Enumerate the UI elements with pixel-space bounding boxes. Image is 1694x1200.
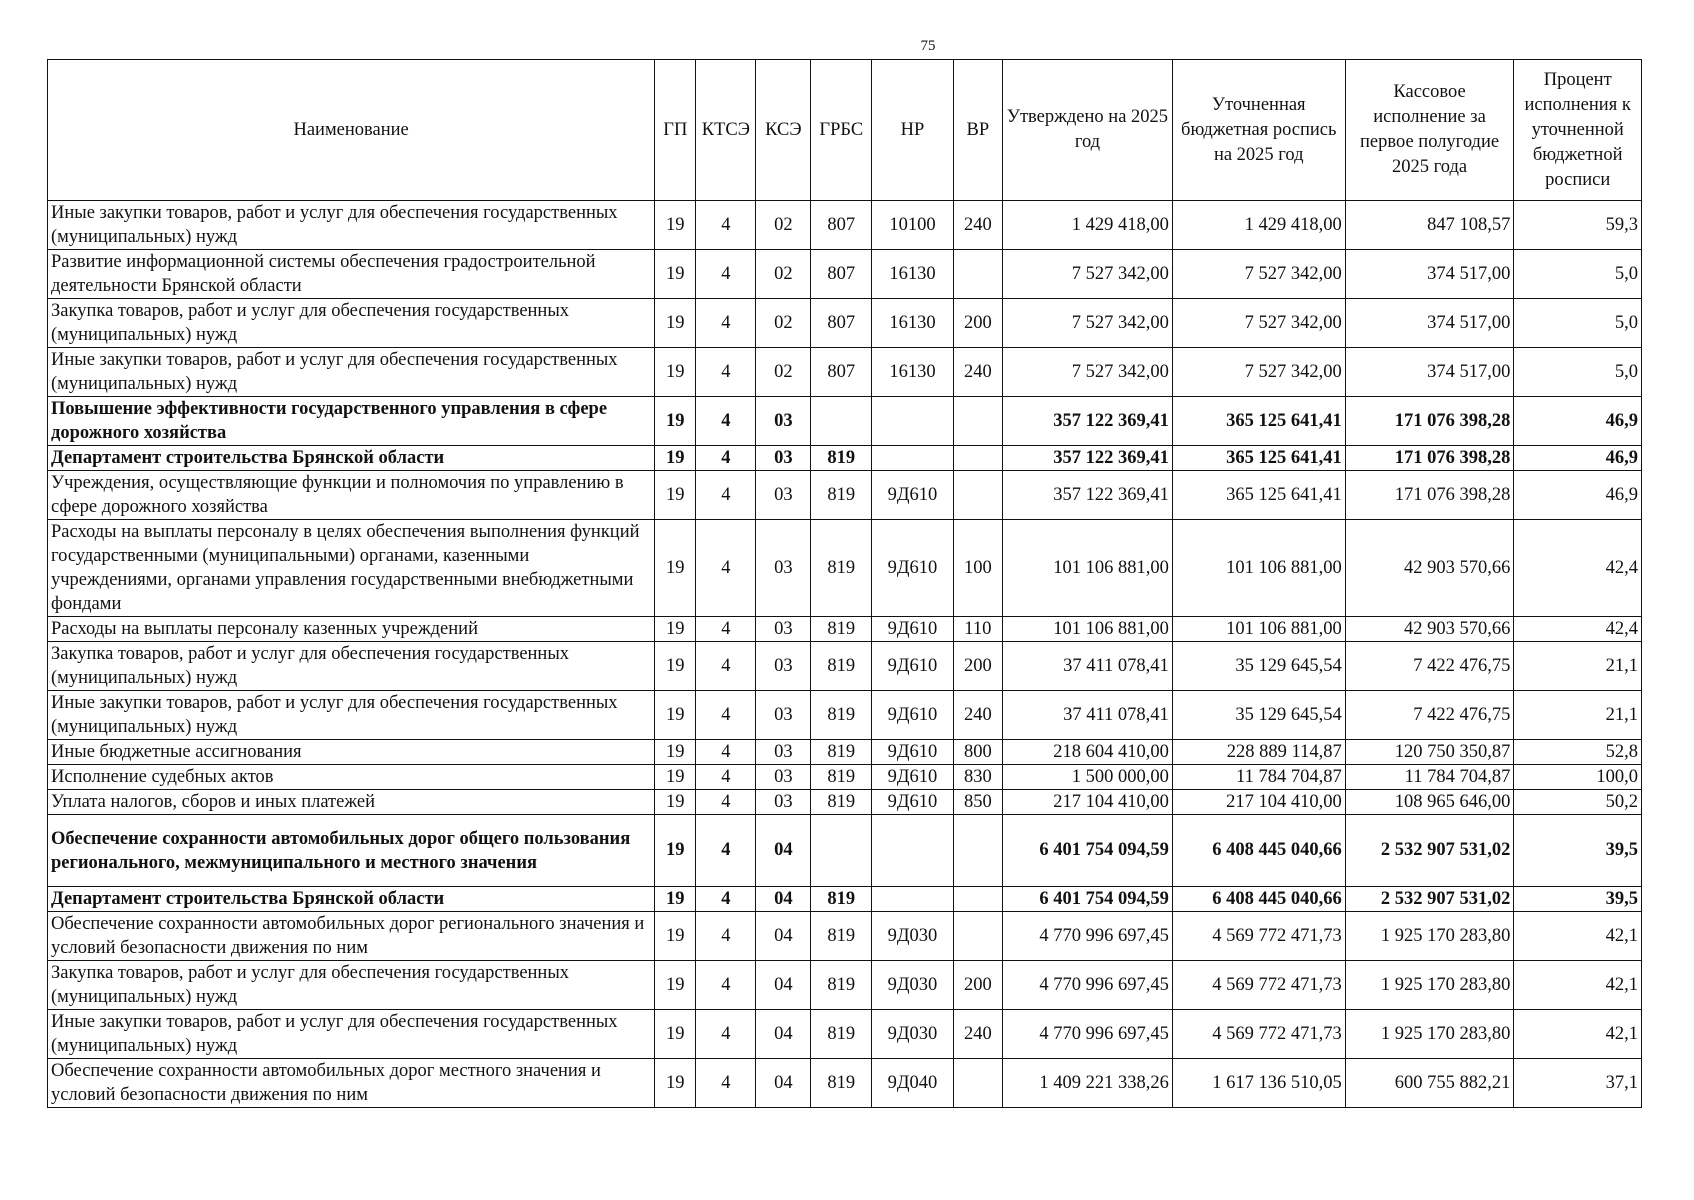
cell-approved: 37 411 078,41 [1003, 642, 1173, 691]
cell-nr: 9Д610 [872, 520, 953, 617]
table-row [48, 397, 1642, 446]
cell-ktse: 4 [696, 740, 756, 765]
cell-nr: 9Д610 [872, 471, 953, 520]
cell-name: Иные закупки товаров, работ и услуг для обеспечения государственных (муниципальных) нужд [48, 201, 655, 250]
table-row [48, 642, 1642, 691]
cell-ktse: 4 [696, 348, 756, 397]
cell-refined: 365 125 641,41 [1172, 446, 1345, 471]
cell-percent: 46,9 [1514, 446, 1642, 471]
table-row [48, 617, 1642, 642]
cell-gp: 19 [655, 201, 696, 250]
cell-vr: 830 [953, 765, 1003, 790]
cell-name: Обеспечение сохранности автомобильных дорог регионального значения и условий безопасности движения по ним [48, 912, 655, 961]
cell-cash: 120 750 350,87 [1345, 740, 1514, 765]
cell-grbs: 819 [811, 740, 872, 765]
cell-percent: 37,1 [1514, 1059, 1642, 1108]
cell-nr: 9Д030 [872, 912, 953, 961]
cell-refined: 6 408 445 040,66 [1172, 887, 1345, 912]
cell-approved: 7 527 342,00 [1003, 299, 1173, 348]
cell-kse: 02 [756, 299, 811, 348]
cell-grbs: 819 [811, 912, 872, 961]
cell-grbs: 819 [811, 1059, 872, 1108]
cell-refined: 101 106 881,00 [1172, 617, 1345, 642]
cell-ktse: 4 [696, 815, 756, 887]
cell-grbs: 819 [811, 446, 872, 471]
cell-approved: 6 401 754 094,59 [1003, 887, 1173, 912]
header-nr: НР [872, 60, 953, 201]
cell-refined: 35 129 645,54 [1172, 691, 1345, 740]
cell-approved: 6 401 754 094,59 [1003, 815, 1173, 887]
cell-cash: 42 903 570,66 [1345, 617, 1514, 642]
cell-percent: 5,0 [1514, 348, 1642, 397]
cell-vr: 200 [953, 961, 1003, 1010]
cell-cash: 171 076 398,28 [1345, 471, 1514, 520]
cell-refined: 7 527 342,00 [1172, 348, 1345, 397]
cell-name: Иные закупки товаров, работ и услуг для обеспечения государственных (муниципальных) нужд [48, 1010, 655, 1059]
cell-vr: 200 [953, 299, 1003, 348]
cell-vr: 240 [953, 691, 1003, 740]
cell-approved: 1 500 000,00 [1003, 765, 1173, 790]
cell-percent: 21,1 [1514, 691, 1642, 740]
cell-vr: 110 [953, 617, 1003, 642]
cell-nr: 10100 [872, 201, 953, 250]
header-refined: Уточненная бюджетная роспись на 2025 год [1172, 60, 1345, 201]
cell-grbs [811, 397, 872, 446]
cell-name: Иные бюджетные ассигнования [48, 740, 655, 765]
cell-cash: 171 076 398,28 [1345, 446, 1514, 471]
cell-gp: 19 [655, 446, 696, 471]
cell-ktse: 4 [696, 446, 756, 471]
cell-refined: 1 429 418,00 [1172, 201, 1345, 250]
cell-grbs: 819 [811, 1010, 872, 1059]
cell-kse: 03 [756, 446, 811, 471]
cell-ktse: 4 [696, 1059, 756, 1108]
header-kse: КСЭ [756, 60, 811, 201]
cell-gp: 19 [655, 348, 696, 397]
cell-name: Закупка товаров, работ и услуг для обеспечения государственных (муниципальных) нужд [48, 961, 655, 1010]
cell-nr: 16130 [872, 250, 953, 299]
cell-refined: 4 569 772 471,73 [1172, 1010, 1345, 1059]
cell-gp: 19 [655, 691, 696, 740]
table-row [48, 1059, 1642, 1108]
cell-nr: 9Д030 [872, 961, 953, 1010]
cell-gp: 19 [655, 397, 696, 446]
cell-kse: 03 [756, 520, 811, 617]
cell-gp: 19 [655, 961, 696, 1010]
cell-nr: 9Д610 [872, 740, 953, 765]
cell-name: Иные закупки товаров, работ и услуг для обеспечения государственных (муниципальных) нужд [48, 348, 655, 397]
cell-kse: 03 [756, 765, 811, 790]
cell-ktse: 4 [696, 912, 756, 961]
cell-gp: 19 [655, 299, 696, 348]
cell-ktse: 4 [696, 691, 756, 740]
cell-percent: 42,4 [1514, 617, 1642, 642]
cell-name: Обеспечение сохранности автомобильных дорог общего пользования регионального, межмуниципального и местного значения [48, 815, 655, 887]
cell-name: Расходы на выплаты персоналу в целях обеспечения выполнения функций государственными (муниципальными) органами, казенными учреждениями, органами управления государственными внебюджетными фондами [48, 520, 655, 617]
cell-vr [953, 250, 1003, 299]
cell-kse: 03 [756, 471, 811, 520]
cell-approved: 218 604 410,00 [1003, 740, 1173, 765]
cell-name: Исполнение судебных актов [48, 765, 655, 790]
cell-name: Расходы на выплаты персоналу казенных учреждений [48, 617, 655, 642]
cell-cash: 7 422 476,75 [1345, 691, 1514, 740]
cell-approved: 7 527 342,00 [1003, 250, 1173, 299]
cell-percent: 46,9 [1514, 471, 1642, 520]
cell-kse: 02 [756, 250, 811, 299]
cell-percent: 42,4 [1514, 520, 1642, 617]
cell-refined: 6 408 445 040,66 [1172, 815, 1345, 887]
cell-grbs: 807 [811, 299, 872, 348]
table-row [48, 765, 1642, 790]
cell-gp: 19 [655, 815, 696, 887]
cell-vr: 200 [953, 642, 1003, 691]
table-row [48, 446, 1642, 471]
cell-percent: 5,0 [1514, 250, 1642, 299]
table-row [48, 471, 1642, 520]
cell-gp: 19 [655, 250, 696, 299]
cell-approved: 101 106 881,00 [1003, 617, 1173, 642]
cell-ktse: 4 [696, 790, 756, 815]
cell-nr: 9Д040 [872, 1059, 953, 1108]
cell-kse: 02 [756, 348, 811, 397]
cell-vr [953, 815, 1003, 887]
cell-cash: 600 755 882,21 [1345, 1059, 1514, 1108]
cell-percent: 42,1 [1514, 961, 1642, 1010]
cell-vr: 100 [953, 520, 1003, 617]
cell-nr [872, 815, 953, 887]
table-row [48, 961, 1642, 1010]
cell-percent: 52,8 [1514, 740, 1642, 765]
cell-ktse: 4 [696, 765, 756, 790]
cell-percent: 39,5 [1514, 815, 1642, 887]
table-row [48, 815, 1642, 887]
cell-refined: 101 106 881,00 [1172, 520, 1345, 617]
cell-grbs: 819 [811, 520, 872, 617]
cell-cash: 2 532 907 531,02 [1345, 887, 1514, 912]
cell-refined: 7 527 342,00 [1172, 250, 1345, 299]
cell-ktse: 4 [696, 642, 756, 691]
cell-nr [872, 446, 953, 471]
cell-nr: 9Д610 [872, 765, 953, 790]
cell-vr [953, 1059, 1003, 1108]
cell-ktse: 4 [696, 887, 756, 912]
cell-approved: 37 411 078,41 [1003, 691, 1173, 740]
cell-nr: 9Д610 [872, 642, 953, 691]
cell-name: Развитие информационной системы обеспечения градостроительной деятельности Брянской области [48, 250, 655, 299]
cell-grbs: 819 [811, 471, 872, 520]
cell-grbs: 807 [811, 348, 872, 397]
cell-grbs: 819 [811, 642, 872, 691]
header-ktse: КТСЭ [696, 60, 756, 201]
cell-vr: 240 [953, 201, 1003, 250]
cell-cash: 42 903 570,66 [1345, 520, 1514, 617]
cell-vr: 850 [953, 790, 1003, 815]
table-row [48, 691, 1642, 740]
table-row [48, 1010, 1642, 1059]
cell-approved: 101 106 881,00 [1003, 520, 1173, 617]
cell-kse: 04 [756, 1059, 811, 1108]
cell-ktse: 4 [696, 471, 756, 520]
cell-cash: 11 784 704,87 [1345, 765, 1514, 790]
cell-percent: 39,5 [1514, 887, 1642, 912]
cell-refined: 4 569 772 471,73 [1172, 912, 1345, 961]
page-number: 75 [920, 38, 936, 54]
table-row [48, 740, 1642, 765]
cell-refined: 217 104 410,00 [1172, 790, 1345, 815]
cell-cash: 2 532 907 531,02 [1345, 815, 1514, 887]
table-row [48, 887, 1642, 912]
header-gp: ГП [655, 60, 696, 201]
cell-vr [953, 397, 1003, 446]
header-cash: Кассовое исполнение за первое полугодие 2025 года [1345, 60, 1514, 201]
cell-refined: 11 784 704,87 [1172, 765, 1345, 790]
cell-cash: 1 925 170 283,80 [1345, 1010, 1514, 1059]
cell-cash: 374 517,00 [1345, 299, 1514, 348]
table-row [48, 348, 1642, 397]
table-row [48, 912, 1642, 961]
cell-nr: 16130 [872, 348, 953, 397]
cell-vr: 800 [953, 740, 1003, 765]
cell-approved: 4 770 996 697,45 [1003, 912, 1173, 961]
cell-grbs: 807 [811, 250, 872, 299]
cell-cash: 1 925 170 283,80 [1345, 912, 1514, 961]
cell-kse: 03 [756, 617, 811, 642]
cell-name: Закупка товаров, работ и услуг для обеспечения государственных (муниципальных) нужд [48, 642, 655, 691]
cell-approved: 7 527 342,00 [1003, 348, 1173, 397]
cell-grbs: 819 [811, 691, 872, 740]
header-vr: ВР [953, 60, 1003, 201]
cell-grbs [811, 815, 872, 887]
header-approved: Утверждено на 2025 год [1003, 60, 1173, 201]
cell-ktse: 4 [696, 299, 756, 348]
cell-nr: 9Д030 [872, 1010, 953, 1059]
cell-cash: 7 422 476,75 [1345, 642, 1514, 691]
cell-gp: 19 [655, 1059, 696, 1108]
cell-approved: 357 122 369,41 [1003, 397, 1173, 446]
cell-nr [872, 887, 953, 912]
cell-approved: 1 409 221 338,26 [1003, 1059, 1173, 1108]
cell-name: Департамент строительства Брянской области [48, 887, 655, 912]
cell-kse: 03 [756, 790, 811, 815]
header-grbs: ГРБС [811, 60, 872, 201]
cell-kse: 03 [756, 397, 811, 446]
cell-cash: 374 517,00 [1345, 250, 1514, 299]
cell-name: Повышение эффективности государственного управления в сфере дорожного хозяйства [48, 397, 655, 446]
cell-nr: 9Д610 [872, 790, 953, 815]
cell-cash: 1 925 170 283,80 [1345, 961, 1514, 1010]
cell-name: Обеспечение сохранности автомобильных дорог местного значения и условий безопасности движения по ним [48, 1059, 655, 1108]
cell-vr [953, 912, 1003, 961]
cell-gp: 19 [655, 790, 696, 815]
cell-gp: 19 [655, 740, 696, 765]
cell-cash: 171 076 398,28 [1345, 397, 1514, 446]
table-row [48, 250, 1642, 299]
cell-gp: 19 [655, 520, 696, 617]
cell-ktse: 4 [696, 961, 756, 1010]
cell-refined: 365 125 641,41 [1172, 397, 1345, 446]
cell-refined: 228 889 114,87 [1172, 740, 1345, 765]
cell-grbs: 819 [811, 765, 872, 790]
cell-ktse: 4 [696, 201, 756, 250]
cell-refined: 35 129 645,54 [1172, 642, 1345, 691]
cell-gp: 19 [655, 617, 696, 642]
cell-nr: 9Д610 [872, 617, 953, 642]
cell-nr: 9Д610 [872, 691, 953, 740]
cell-percent: 5,0 [1514, 299, 1642, 348]
cell-approved: 357 122 369,41 [1003, 471, 1173, 520]
cell-name: Иные закупки товаров, работ и услуг для обеспечения государственных (муниципальных) нужд [48, 691, 655, 740]
cell-kse: 04 [756, 961, 811, 1010]
cell-grbs: 819 [811, 961, 872, 1010]
cell-name: Закупка товаров, работ и услуг для обеспечения государственных (муниципальных) нужд [48, 299, 655, 348]
cell-gp: 19 [655, 642, 696, 691]
cell-percent: 42,1 [1514, 1010, 1642, 1059]
cell-percent: 59,3 [1514, 201, 1642, 250]
cell-ktse: 4 [696, 250, 756, 299]
cell-approved: 217 104 410,00 [1003, 790, 1173, 815]
cell-approved: 357 122 369,41 [1003, 446, 1173, 471]
cell-refined: 1 617 136 510,05 [1172, 1059, 1345, 1108]
cell-percent: 50,2 [1514, 790, 1642, 815]
cell-ktse: 4 [696, 397, 756, 446]
cell-nr [872, 397, 953, 446]
cell-name: Учреждения, осуществляющие функции и полномочия по управлению в сфере дорожного хозяйства [48, 471, 655, 520]
cell-percent: 21,1 [1514, 642, 1642, 691]
table-row [48, 790, 1642, 815]
cell-ktse: 4 [696, 520, 756, 617]
cell-cash: 374 517,00 [1345, 348, 1514, 397]
cell-vr: 240 [953, 1010, 1003, 1059]
cell-percent: 42,1 [1514, 912, 1642, 961]
cell-gp: 19 [655, 765, 696, 790]
cell-grbs: 807 [811, 201, 872, 250]
cell-kse: 03 [756, 691, 811, 740]
cell-percent: 100,0 [1514, 765, 1642, 790]
cell-approved: 4 770 996 697,45 [1003, 1010, 1173, 1059]
cell-approved: 4 770 996 697,45 [1003, 961, 1173, 1010]
cell-refined: 4 569 772 471,73 [1172, 961, 1345, 1010]
cell-name: Департамент строительства Брянской области [48, 446, 655, 471]
table-row [48, 201, 1642, 250]
cell-kse: 03 [756, 642, 811, 691]
cell-approved: 1 429 418,00 [1003, 201, 1173, 250]
cell-kse: 02 [756, 201, 811, 250]
cell-kse: 04 [756, 887, 811, 912]
cell-gp: 19 [655, 471, 696, 520]
cell-gp: 19 [655, 912, 696, 961]
cell-name: Уплата налогов, сборов и иных платежей [48, 790, 655, 815]
cell-nr: 16130 [872, 299, 953, 348]
cell-refined: 7 527 342,00 [1172, 299, 1345, 348]
cell-ktse: 4 [696, 1010, 756, 1059]
cell-grbs: 819 [811, 617, 872, 642]
cell-kse: 04 [756, 1010, 811, 1059]
header-percent: Процент исполнения к уточненной бюджетной росписи [1514, 60, 1642, 201]
cell-gp: 19 [655, 1010, 696, 1059]
cell-grbs: 819 [811, 790, 872, 815]
cell-cash: 847 108,57 [1345, 201, 1514, 250]
cell-grbs: 819 [811, 887, 872, 912]
cell-ktse: 4 [696, 617, 756, 642]
cell-kse: 04 [756, 815, 811, 887]
cell-vr: 240 [953, 348, 1003, 397]
cell-vr [953, 446, 1003, 471]
cell-gp: 19 [655, 887, 696, 912]
cell-kse: 04 [756, 912, 811, 961]
cell-vr [953, 471, 1003, 520]
cell-vr [953, 887, 1003, 912]
budget-table [47, 59, 1642, 1108]
cell-percent: 46,9 [1514, 397, 1642, 446]
table-row [48, 299, 1642, 348]
cell-kse: 03 [756, 740, 811, 765]
table-row [48, 520, 1642, 617]
cell-refined: 365 125 641,41 [1172, 471, 1345, 520]
table-header-row [48, 60, 1642, 201]
header-name: Наименование [48, 60, 655, 201]
cell-cash: 108 965 646,00 [1345, 790, 1514, 815]
